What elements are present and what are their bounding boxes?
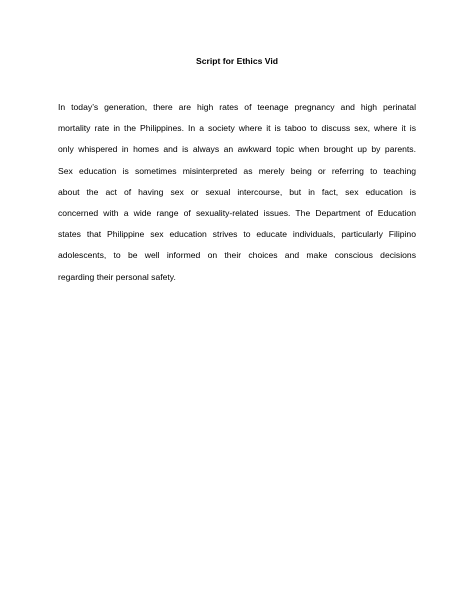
paragraph-line: Sex education is sometimes misinterpreted as merely being or referring to teaching [58, 165, 416, 176]
paragraph-line: In today’s generation, there are high rates of teenage pregnancy and high perinatal [58, 102, 416, 112]
paragraph-line: mortality rate in the Philippines. In a society where it is taboo to discuss sex, where it is [58, 123, 416, 134]
paragraph-line: states that Philippine sex education strives to educate individuals, particularly Filipino [58, 229, 416, 240]
document-paragraph [58, 97, 416, 288]
paragraph-line: about the act of having sex or sexual intercourse, but in fact, sex education is [58, 186, 416, 197]
paragraph-line: only whispered in homes and is always an awkward topic when brought up by parents. [58, 144, 416, 155]
document-title: Script for Ethics Vid [196, 56, 278, 66]
paragraph-line: regarding their personal safety. [58, 271, 176, 282]
paragraph-line: adolescents, to be well informed on their choices and make conscious decisions [58, 250, 416, 261]
paragraph-line: concerned with a wide range of sexuality-related issues. The Department of Education [58, 208, 416, 219]
